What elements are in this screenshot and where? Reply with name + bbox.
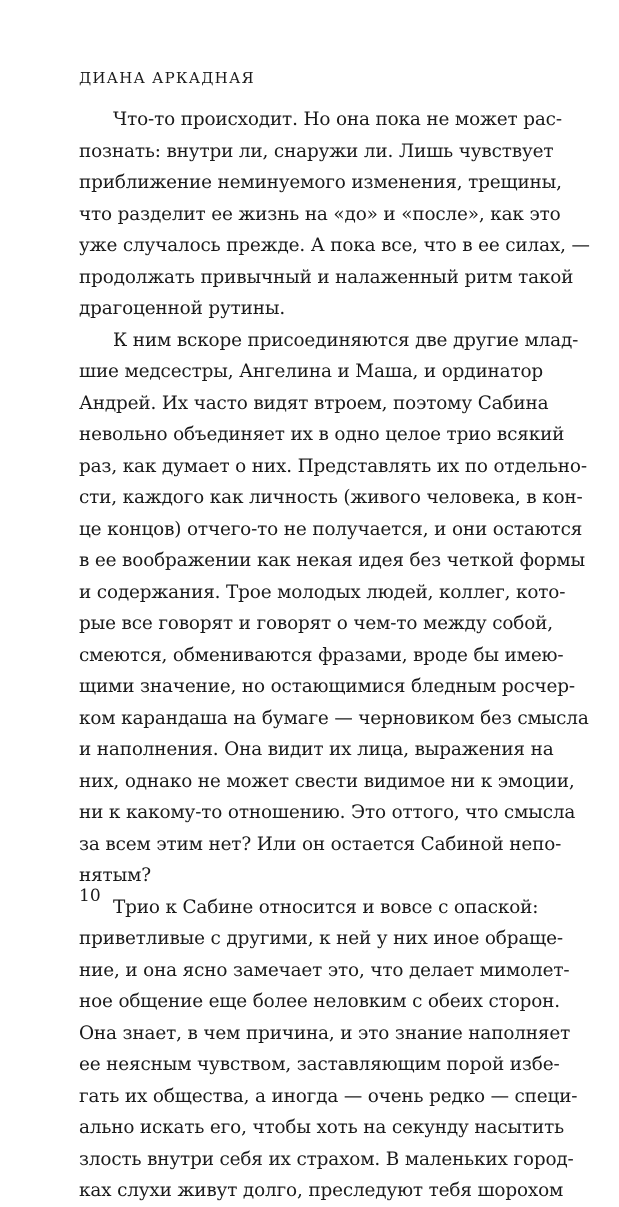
text-line: них, однако не может свести видимое ни к эмоции, — [79, 770, 575, 792]
text-line: ально искать его, чтобы хоть на секунду насытить — [79, 1117, 564, 1138]
text-line: в ее воображении как некая идея без четкой формы — [79, 550, 585, 571]
text-line: невольно объединяет их в одно целое трио всякий — [79, 424, 565, 445]
text-line: и содержания. Трое молодых людей, коллег, кото- — [79, 581, 566, 603]
text-line: ее неясным чувством, заставляющим порой избе- — [79, 1054, 560, 1075]
text-line: це концов) отчего-то не получается, и они остаются — [79, 518, 583, 540]
text-line: нятым? — [79, 865, 151, 886]
page-number: 10 — [79, 886, 101, 906]
text-line: рые все говорят и говорят о чем-то между собой, — [79, 613, 553, 634]
body-text — [79, 104, 590, 1207]
text-line: гать их общества, а иногда — очень редко — специ- — [79, 1085, 578, 1107]
text-line: сти, каждого как личность (живого человека, в кон- — [79, 487, 583, 508]
text-line: ние, и она ясно замечает это, что делает мимолет- — [79, 959, 570, 981]
text-line: шие медсестры, Ангелина и Маша, и ординатор — [79, 361, 544, 382]
text-line: ное общение еще более неловким с обеих сторон. — [79, 991, 560, 1012]
text-line: за всем этим нет? Или он остается Сабиной непо- — [79, 833, 562, 855]
text-line: познать: внутри ли, снаружи ли. Лишь чувствует — [79, 140, 554, 162]
text-line: злость внутри себя их страхом. В маленьких город- — [79, 1148, 574, 1170]
text-line: что разделит ее жизнь на «до» и «после», как это — [79, 203, 561, 225]
text-line: драгоценной рутины. — [79, 298, 286, 319]
text-line: Андрей. Их часто видят втроем, поэтому Сабина — [79, 392, 549, 414]
text-line: приветливые с другими, к ней у них иное обраще- — [79, 928, 563, 949]
text-line: Трио к Сабине относится и вовсе с опаской: — [113, 896, 539, 918]
text-line: смеются, обмениваются фразами, вроде бы имею- — [79, 644, 564, 666]
text-line: приближение неминуемого изменения, трещины, — [79, 172, 562, 193]
text-line: продолжать привычный и налаженный ритм такой — [79, 266, 574, 288]
text-line: К ним вскоре присоединяются две другие млад- — [113, 329, 579, 351]
text-line: Что-то происходит. Но она пока не может рас- — [113, 109, 562, 130]
text-line: Она знает, в чем причина, и это знание наполняет — [79, 1022, 571, 1044]
text-line: и наполнения. Она видит их лица, выражения на — [79, 739, 554, 760]
text-line: ком карандаша на бумаге — черновиком без смысла — [79, 707, 589, 729]
text-line: ни к какому-то отношению. Это оттого, что смысла — [79, 802, 576, 823]
text-line: уже случалось прежде. А пока все, что в ее силах, — — [79, 235, 590, 256]
running-head: ДИАНА АРКАДНАЯ — [79, 69, 255, 87]
text-line: ках слухи живут долго, преследуют тебя шорохом — [79, 1180, 564, 1201]
text-line: щими значение, но остающимися бледным росчер- — [79, 676, 575, 697]
text-line: раз, как думает о них. Представлять их по отдельно- — [79, 455, 587, 477]
